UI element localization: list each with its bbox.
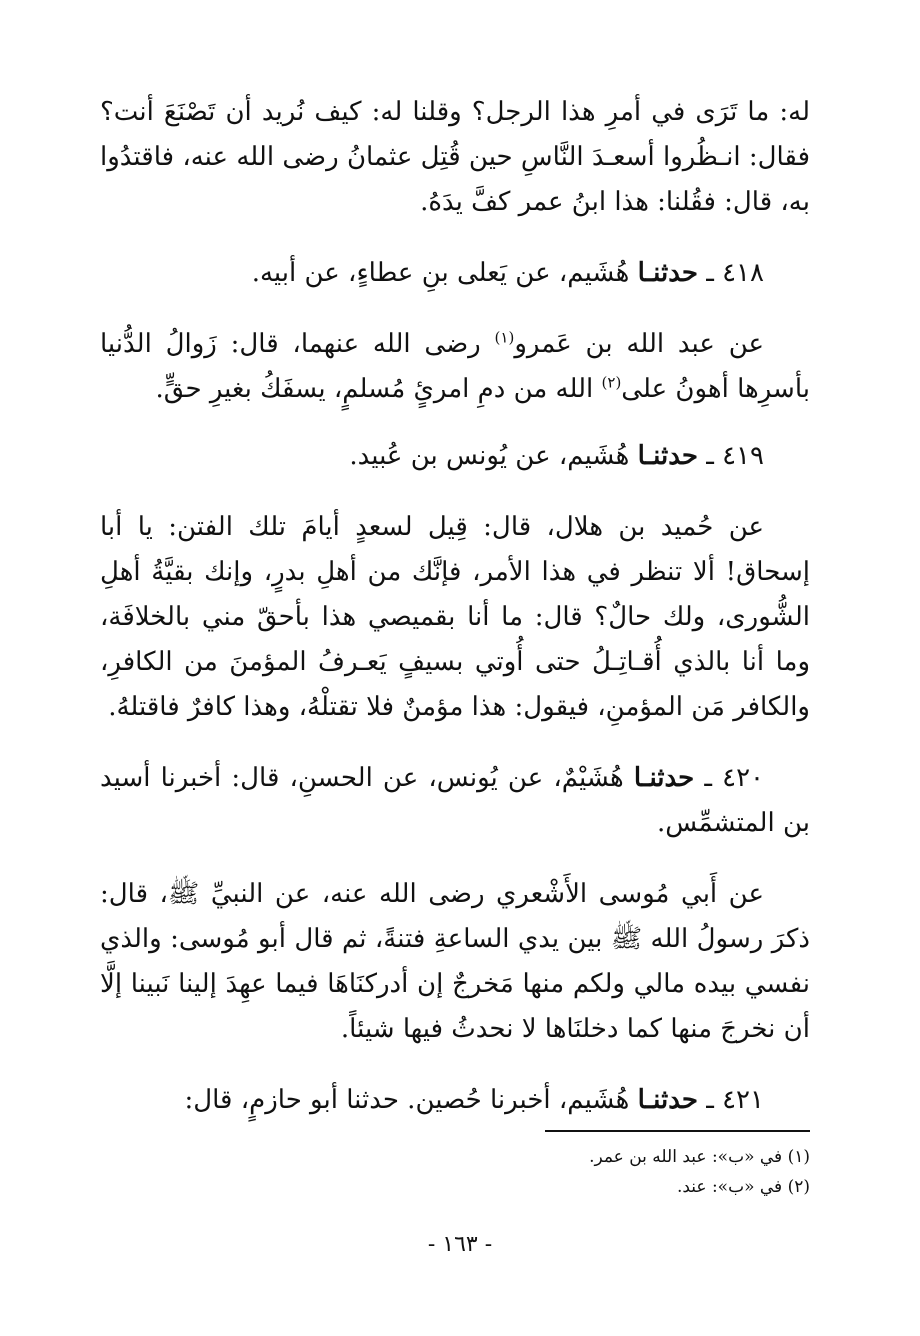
haddathana-keyword: حدثنـا [637,1085,698,1115]
paragraph-continuation: له: ما تَرَى في أمرِ هذا الرجل؟ وقلنا له: كيف نُريد أن تَصْنَعَ أنت؟ فقال: انـظُروا أسعـدَ النَّاسِ حين قُتِل عثمانُ رضى الله عنه، فاقتدُوا به، قال: فقُلنا: هذا ابنُ عمر كفَّ يدَهُ. [100,97,810,217]
haddathana-keyword: حدثنـا [637,441,698,471]
hadith-419-chain [100,434,810,479]
hadith-number: ٤٢٠ ـ [704,763,765,793]
text-part: رضى الله عنهما، قال: زَوالُ الدُّنيا بأسرِها أهونُ على [100,329,810,404]
hadith-418-text [100,322,810,412]
text-part: الله من دمِ امرئٍ مُسلمٍ، يسفَكُ بغيرِ حقٍّ. [155,374,602,404]
hadith-420-text: عن أَبي مُوسى الأَشْعري رضى الله عنه، عن النبيِّ ﷺ، قال: ذكرَ رسولُ الله ﷺ بين يدي الساعةِ فتنةً، ثم قال أبو مُوسى: والذي نفسي بيده مالي ولكم منها مَخرجٌ إن أدركنَاهَا فيما عهِدَ إلينا نَبينا إلَّا أن نخرجَ منها كما دخلنَاها لا نحدثُ فيها شيئاً. [100,879,810,1044]
text-part: عن عبد الله بن عَمرو [514,329,765,359]
hadith-number: ٤٢١ ـ [706,1085,764,1115]
hadith-421-chain [100,1078,810,1123]
chain-text: هُشَيم، عن يُونس بن عُبيد. [349,441,630,471]
hadith-number: ٤١٨ ـ [706,258,764,288]
footnotes [100,1142,810,1202]
haddathana-keyword: حدثنـا [633,763,695,793]
chain-text: هُشَيم، أخبرنا حُصين. حدثنا أبو حازمٍ، قال: [184,1085,630,1115]
page-number: - ١٦٣ - [427,1232,493,1257]
footnote-marker: (٢) [601,373,622,392]
hadith-418-chain [100,251,810,296]
hadith-number: ٤١٩ ـ [706,441,764,471]
chain-text: هُشَيْمٌ، عن يُونس، عن الحسنِ، قال: أخبرنا أسيد بن المتشمِّس. [100,763,810,838]
main-text [100,90,810,1123]
hadith-419-text: عن حُميد بن هلال، قال: قِيل لسعدٍ أيامَ تلك الفتن: يا أبا إسحاق! ألا تنظر في هذا الأمر، فإنَّك من أهلِ بدرٍ، وإنك بقيَّةُ أهلِ الشُّورى، ولك حالٌ؟ قال: ما أنا بقميصي هذا بأحقّ مني بالخلافَة، وما أنا بالذي أُقـاتِـلُ حتى أُوتي بسيفٍ يَعـرفُ المؤمنَ من الكافرِ، والكافر مَن المؤمنِ، فيقول: هذا مؤمنٌ فلا تقتلْهُ، وهذا كافرٌ فاقتلهُ. [100,512,810,722]
footnote-divider [545,1130,810,1132]
chain-text: هُشَيم، عن يَعلى بنِ عطاءٍ، عن أبيه. [251,258,630,288]
hadith-420-chain [100,756,810,846]
footnote-2: (٢) في «ب»: عند. [676,1177,810,1197]
haddathana-keyword: حدثنـا [637,258,698,288]
footnote-marker: (١) [494,328,515,347]
footnote-1: (١) في «ب»: عبد الله بن عمر. [589,1147,810,1167]
